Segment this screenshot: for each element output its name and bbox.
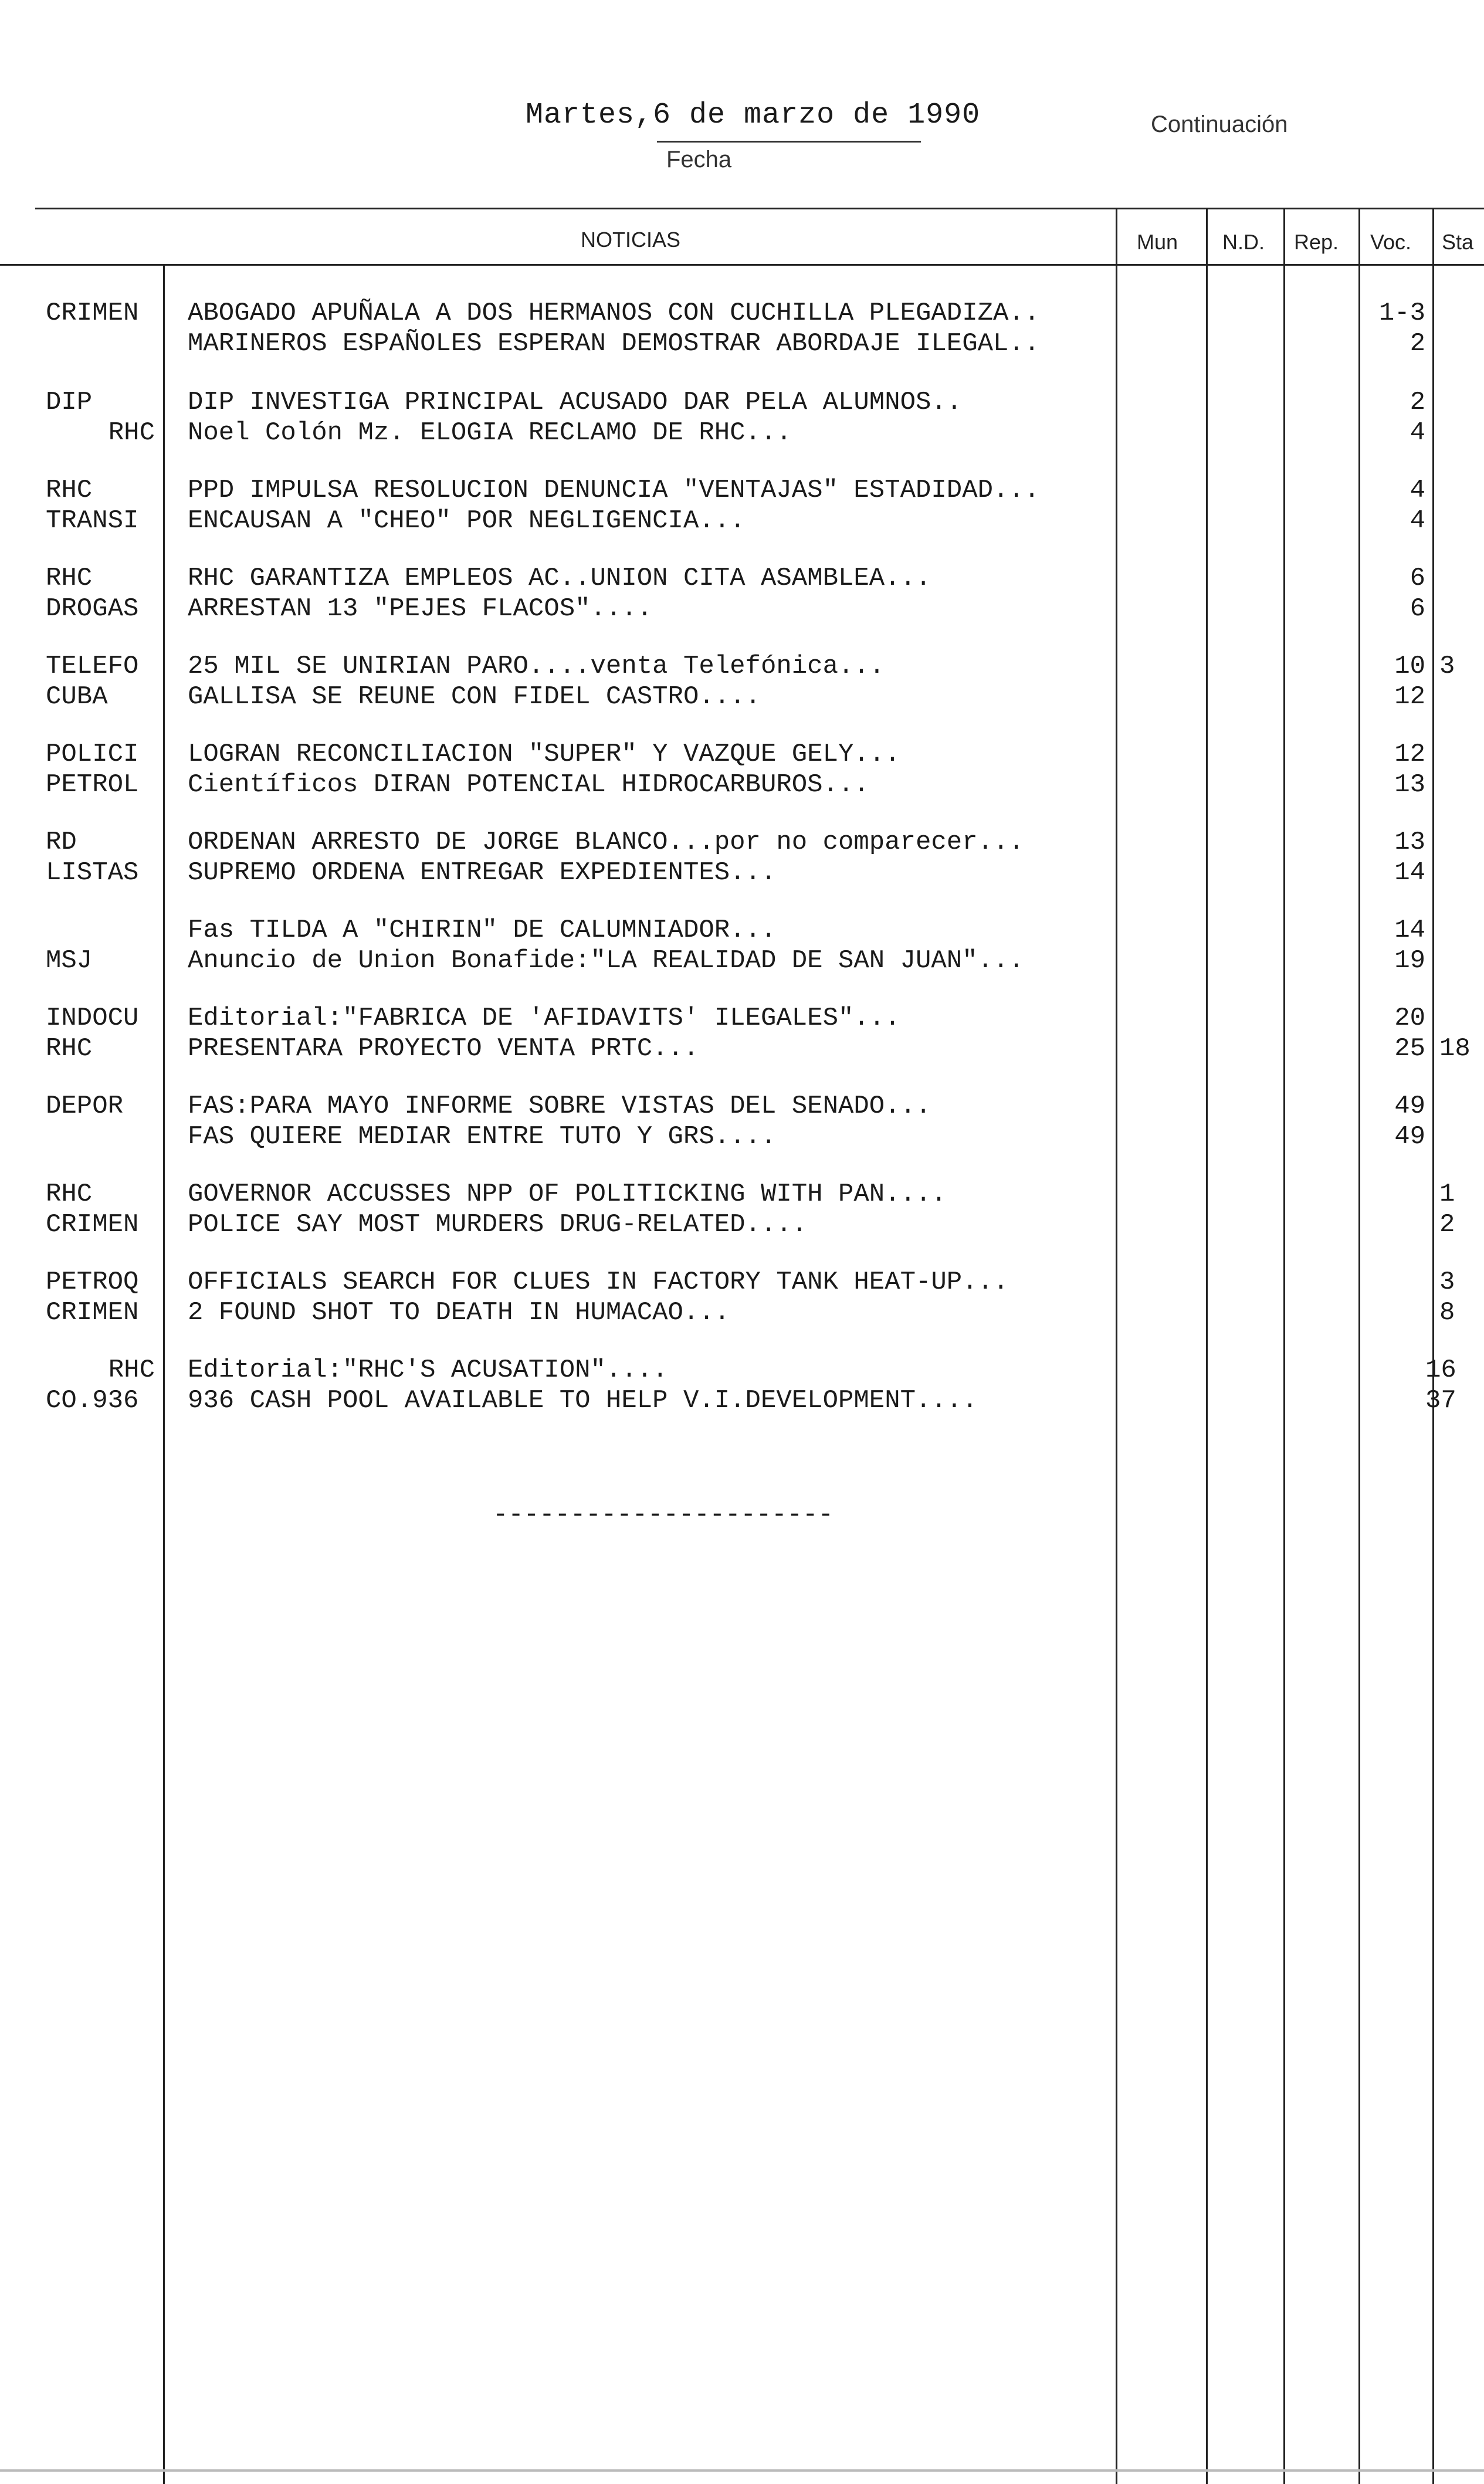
col-divider-rep	[1283, 208, 1285, 2484]
row-category: CO.936	[46, 1386, 139, 1415]
row-sta: 3	[1439, 1268, 1455, 1297]
row-voc: 2	[1410, 388, 1425, 417]
row-voc: 2	[1410, 329, 1425, 358]
row-headline: MARINEROS ESPAÑOLES ESPERAN DEMOSTRAR ABORDAJE ILEGAL..	[188, 329, 1040, 358]
row-voc: 4	[1410, 418, 1425, 448]
row-category: PETROL	[46, 770, 139, 799]
row-category: RHC	[108, 1355, 155, 1385]
row-category: INDOCU	[46, 1004, 139, 1033]
row-sta: 18	[1439, 1034, 1471, 1063]
row-category: POLICI	[46, 740, 139, 769]
row-headline: ENCAUSAN A "CHEO" POR NEGLIGENCIA...	[188, 506, 746, 536]
row-voc: 13	[1394, 828, 1425, 857]
row-category: RHC	[108, 418, 155, 448]
row-headline: FAS:PARA MAYO INFORME SOBRE VISTAS DEL SENADO...	[188, 1092, 931, 1121]
row-voc: 10	[1394, 652, 1425, 681]
row-headline: RHC GARANTIZA EMPLEOS AC..UNION CITA ASAMBLEA...	[188, 564, 931, 593]
row-voc: 12	[1394, 682, 1425, 711]
row-headline: GALLISA SE REUNE CON FIDEL CASTRO....	[188, 682, 761, 711]
row-category: LISTAS	[46, 858, 139, 887]
row-voc: 1-3	[1378, 299, 1425, 328]
row-voc: 12	[1394, 740, 1425, 769]
row-headline: OFFICIALS SEARCH FOR CLUES IN FACTORY TANK HEAT-UP...	[188, 1268, 1009, 1297]
row-headline: 2 FOUND SHOT TO DEATH IN HUMACAO...	[188, 1298, 730, 1327]
col-header-rep: Rep.	[1294, 230, 1339, 254]
row-voc: 20	[1394, 1004, 1425, 1033]
col-header-voc: Voc.	[1370, 230, 1412, 254]
row-headline: POLICE SAY MOST MURDERS DRUG-RELATED....	[188, 1210, 808, 1239]
row-headline: Noel Colón Mz. ELOGIA RECLAMO DE RHC...	[188, 418, 792, 448]
row-headline: PRESENTARA PROYECTO VENTA PRTC...	[188, 1034, 699, 1063]
row-category: RHC	[46, 564, 93, 593]
row-headline: LOGRAN RECONCILIACION "SUPER" Y VAZQUE GELY...	[188, 740, 900, 769]
row-category: CRIMEN	[46, 1298, 139, 1327]
row-headline: 25 MIL SE UNIRIAN PARO....venta Telefónica...	[188, 652, 885, 681]
date-underline	[657, 141, 921, 143]
row-headline: ABOGADO APUÑALA A DOS HERMANOS CON CUCHILLA PLEGADIZA..	[188, 299, 1040, 328]
continuacion-label: Continuación	[1151, 111, 1288, 137]
row-category: RHC	[46, 1180, 93, 1209]
col-header-noticias: NOTICIAS	[581, 228, 681, 252]
table-top-rule	[35, 208, 1484, 209]
col-divider-mun	[1116, 208, 1117, 2484]
row-sta: 16	[1425, 1355, 1456, 1385]
row-headline: DIP INVESTIGA PRINCIPAL ACUSADO DAR PELA ALUMNOS..	[188, 388, 963, 417]
col-divider-nd	[1206, 208, 1208, 2484]
row-headline: SUPREMO ORDENA ENTREGAR EXPEDIENTES...	[188, 858, 777, 887]
row-category: RHC	[46, 1034, 93, 1063]
row-headline: Científicos DIRAN POTENCIAL HIDROCARBUROS...	[188, 770, 869, 799]
row-headline: PPD IMPULSA RESOLUCION DENUNCIA "VENTAJAS" ESTADIDAD...	[188, 476, 1040, 505]
row-sta: 37	[1425, 1386, 1456, 1415]
row-category: CRIMEN	[46, 299, 139, 328]
table-header-rule	[0, 264, 1484, 266]
row-category: TELEFO	[46, 652, 139, 681]
row-voc: 6	[1410, 594, 1425, 623]
row-category: CRIMEN	[46, 1210, 139, 1239]
row-category: DIP	[46, 388, 93, 417]
page-bottom-edge	[0, 2469, 1484, 2472]
row-category: CUBA	[46, 682, 108, 711]
row-sta: 8	[1439, 1298, 1455, 1327]
row-voc: 49	[1394, 1092, 1425, 1121]
row-voc: 49	[1394, 1122, 1425, 1151]
col-header-mun: Mun	[1137, 230, 1178, 254]
row-headline: Anuncio de Union Bonafide:"LA REALIDAD DE SAN JUAN"...	[188, 946, 1024, 975]
row-category: TRANSI	[46, 506, 139, 536]
row-voc: 14	[1394, 916, 1425, 945]
row-voc: 25	[1394, 1034, 1425, 1063]
row-voc: 6	[1410, 564, 1425, 593]
row-voc: 4	[1410, 506, 1425, 536]
row-category: RHC	[46, 476, 93, 505]
fecha-label: Fecha	[666, 147, 732, 172]
col-header-nd: N.D.	[1222, 230, 1265, 254]
row-category: MSJ	[46, 946, 93, 975]
row-voc: 14	[1394, 858, 1425, 887]
row-sta: 1	[1439, 1180, 1455, 1209]
row-sta: 2	[1439, 1210, 1455, 1239]
row-headline: Fas TILDA A "CHIRIN" DE CALUMNIADOR...	[188, 916, 777, 945]
row-headline: ORDENAN ARRESTO DE JORGE BLANCO...por no comparecer...	[188, 828, 1024, 857]
row-category: DROGAS	[46, 594, 139, 623]
row-headline: Editorial:"RHC'S ACUSATION"....	[188, 1355, 668, 1385]
row-category: PETROQ	[46, 1268, 139, 1297]
row-headline: GOVERNOR ACCUSSES NPP OF POLITICKING WITH PAN....	[188, 1180, 947, 1209]
row-category: RD	[46, 828, 77, 857]
row-sta: 3	[1439, 652, 1455, 681]
row-headline: Editorial:"FABRICA DE 'AFIDAVITS' ILEGALES"...	[188, 1004, 900, 1033]
row-headline: 936 CASH POOL AVAILABLE TO HELP V.I.DEVELOPMENT....	[188, 1386, 978, 1415]
row-voc: 4	[1410, 476, 1425, 505]
col-divider-voc	[1358, 208, 1360, 2484]
report-date: Martes,6 de marzo de 1990	[526, 99, 981, 132]
col-header-sta: Sta	[1442, 230, 1474, 254]
row-voc: 13	[1394, 770, 1425, 799]
end-separator: ----------------------	[493, 1500, 834, 1530]
row-headline: FAS QUIERE MEDIAR ENTRE TUTO Y GRS....	[188, 1122, 777, 1151]
row-voc: 19	[1394, 946, 1425, 975]
row-headline: ARRESTAN 13 "PEJES FLACOS"....	[188, 594, 653, 623]
col-divider-sta	[1432, 208, 1434, 2484]
row-category: DEPOR	[46, 1092, 124, 1121]
